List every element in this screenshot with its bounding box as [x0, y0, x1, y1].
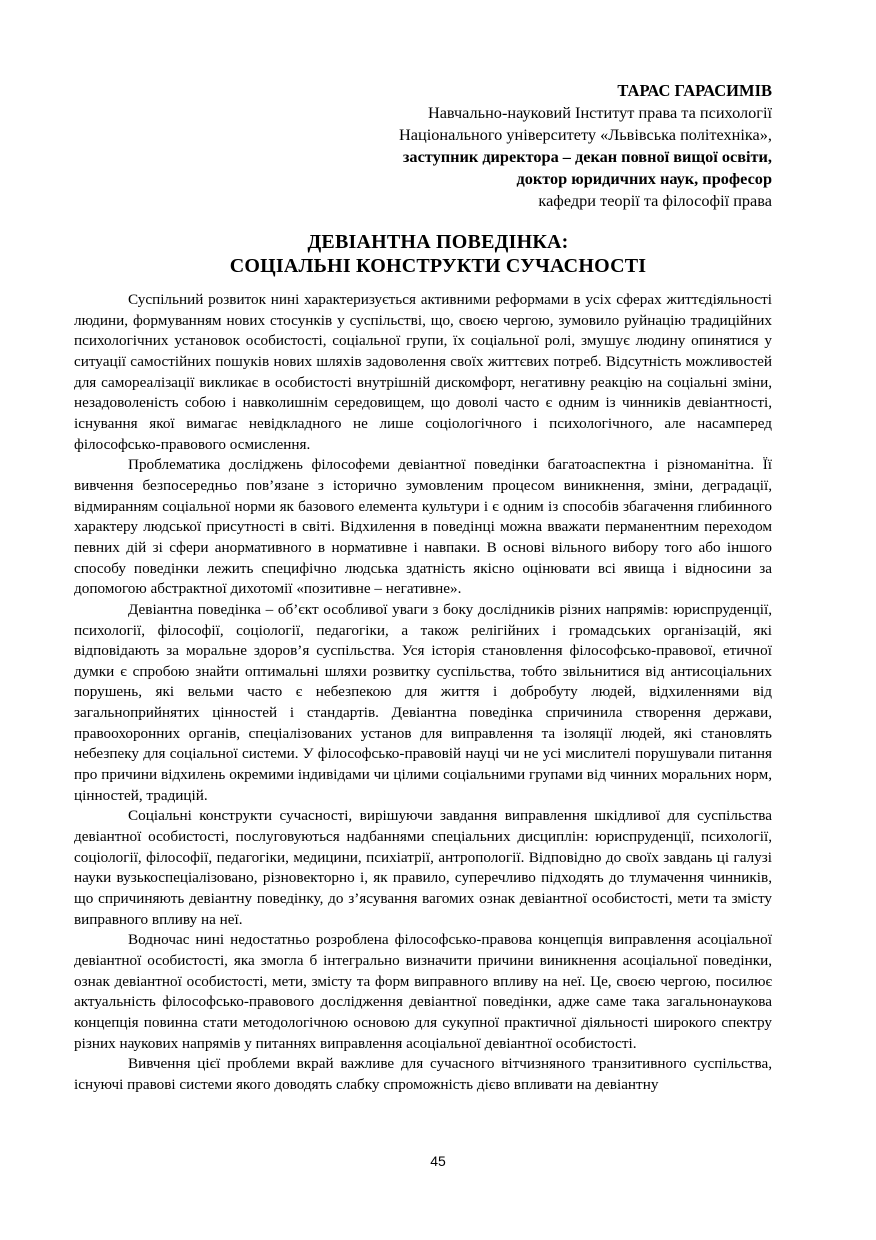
article-title-line-1: ДЕВІАНТНА ПОВЕДІНКА: [307, 231, 569, 253]
author-name: ТАРАС ГАРАСИМІВ [617, 81, 772, 100]
body-paragraph: Девіантна поведінка – об’єкт особливої уваги з боку дослідників різних напрямів: юриспруденції, психології, філософії, соціології, педагогіки, а також релігійних і громадських організацій, які відповідають за моральне здоров’я суспільства. Уся історія становлення філософсько-правової, етичної думки є спробою знайти оптимальні шляхи розвитку суспільства, тобто звільнитися від антисоціальних порушень, які вельми часто є небезпекою для життя і добробуту людей, відхиленнями від загальноприйнятих цінностей і стандартів. Девіантна поведінка спричинила створення держави, правоохоронних органів, спеціалізованих установ для виправлення та ізоляції людей, які становлять небезпеку для соціальної системи. У філософсько-правовій науці чи не усі мислителі порушували питання про причини відхилень окремими індивідами чи цілими соціальними групами від чинних моральних норм, цінностей, традицій. [74, 600, 772, 804]
body-paragraph: Вивчення цієї проблеми вкрай важливе для сучасного вітчизняного транзитивного суспільства, існуючі правові системи якого доводять слабку спроможність дієво впливати на девіантну [74, 1055, 772, 1093]
body-paragraph: Проблематика досліджень філософеми девіантної поведінки багатоаспектна і різноманітна. Її вивчення безпосередньо пов’язане з історично зумовленим процесом виникнення, зміни, деградації, відмиранням соціальної норми як базового елемента культури і є одним із способів збагачення глибинного характеру людської присутності в світі. Відхилення в поведінці можна вважати перманентним переходом певних дій зі сфери анормативного в нормативне і навпаки. В основі вільного вибору того або іншого способу поведінки лежить специфічно людська здатність якісно оцінювати всі явища і відносини за допомогою абстрактної дихотомії «позитивне – негативне». [74, 456, 772, 598]
article-body [74, 290, 772, 1096]
author-department: кафедри теорії та філософії права [538, 191, 772, 210]
body-paragraph: Соціальні конструкти сучасності, вирішуючи завдання виправлення шкідливої для суспільства девіантної особистості, послуговуються надбаннями спеціальних дисциплін: юриспруденції, психології, соціології, філософії, педагогіки, медицини, психіатрії, антропології. Відповідно до своїх завдань ці галузі науки вузькоспеціалізовано, різновекторно і, як правило, суперечливо підходять до тлумачення чинників, що спричиняють девіантну поведінку, до з’ясування вагомих ознак девіантної особистості, мети та змісту виправного впливу на неї. [74, 807, 772, 928]
author-position-line-2: доктор юридичних наук, професор [516, 169, 772, 188]
author-affiliation-line-1: Навчально-науковий Інститут права та психології [427, 103, 772, 122]
author-block [212, 80, 772, 212]
author-position-line-1: заступник директора – декан повної вищої освіти, [402, 147, 772, 166]
body-paragraph: Водночас нині недостатньо розроблена філософсько-правова концепція виправлення асоціальної девіантної особистості, яка змогла б інтегрально визначити причини виникнення асоціальної поведінки, ознак девіантної особистості, мети, змісту та форм виправного впливу на неї. Це, своєю чергою, посилює актуальність філософсько-правового дослідження девіантної поведінки, адже саме така загальнонаукова концепція повинна стати методологічною основою для сукупної практичної діяльності широкого спектру різних наукових напрямів у питаннях виправлення асоціальної девіантної особистості. [74, 931, 772, 1052]
article-title [0, 230, 876, 278]
author-affiliation-line-2: Національного університету «Львівська політехніка», [399, 125, 772, 144]
body-paragraph: Суспільний розвиток нині характеризується активними реформами в усіх сферах життєдіяльності людини, формуванням нових стосунків у суспільстві, що, своєю чергою, зумовило руйнацію традиційних психологічних установок особистості, соціальної групи, їх соціальної ролі, змушує людину опинятися у ситуації самостійних пошуків нових шляхів задоволення своїх життєвих потреб. Відсутність можливостей для самореалізації викликає в особистості внутрішній дискомфорт, негативну реакцію на соціальні зміни, незадоволеність собою і навколишнім середовищем, що доволі часто є одним із чинників девіантності, існування якої вимагає невідкладного не лише соціологічного і психологічного, але насамперед філософсько-правового осмислення. [74, 291, 772, 453]
article-title-line-2: СОЦІАЛЬНІ КОНСТРУКТИ СУЧАСНОСТІ [229, 255, 647, 277]
page-number: 45 [430, 1153, 446, 1169]
